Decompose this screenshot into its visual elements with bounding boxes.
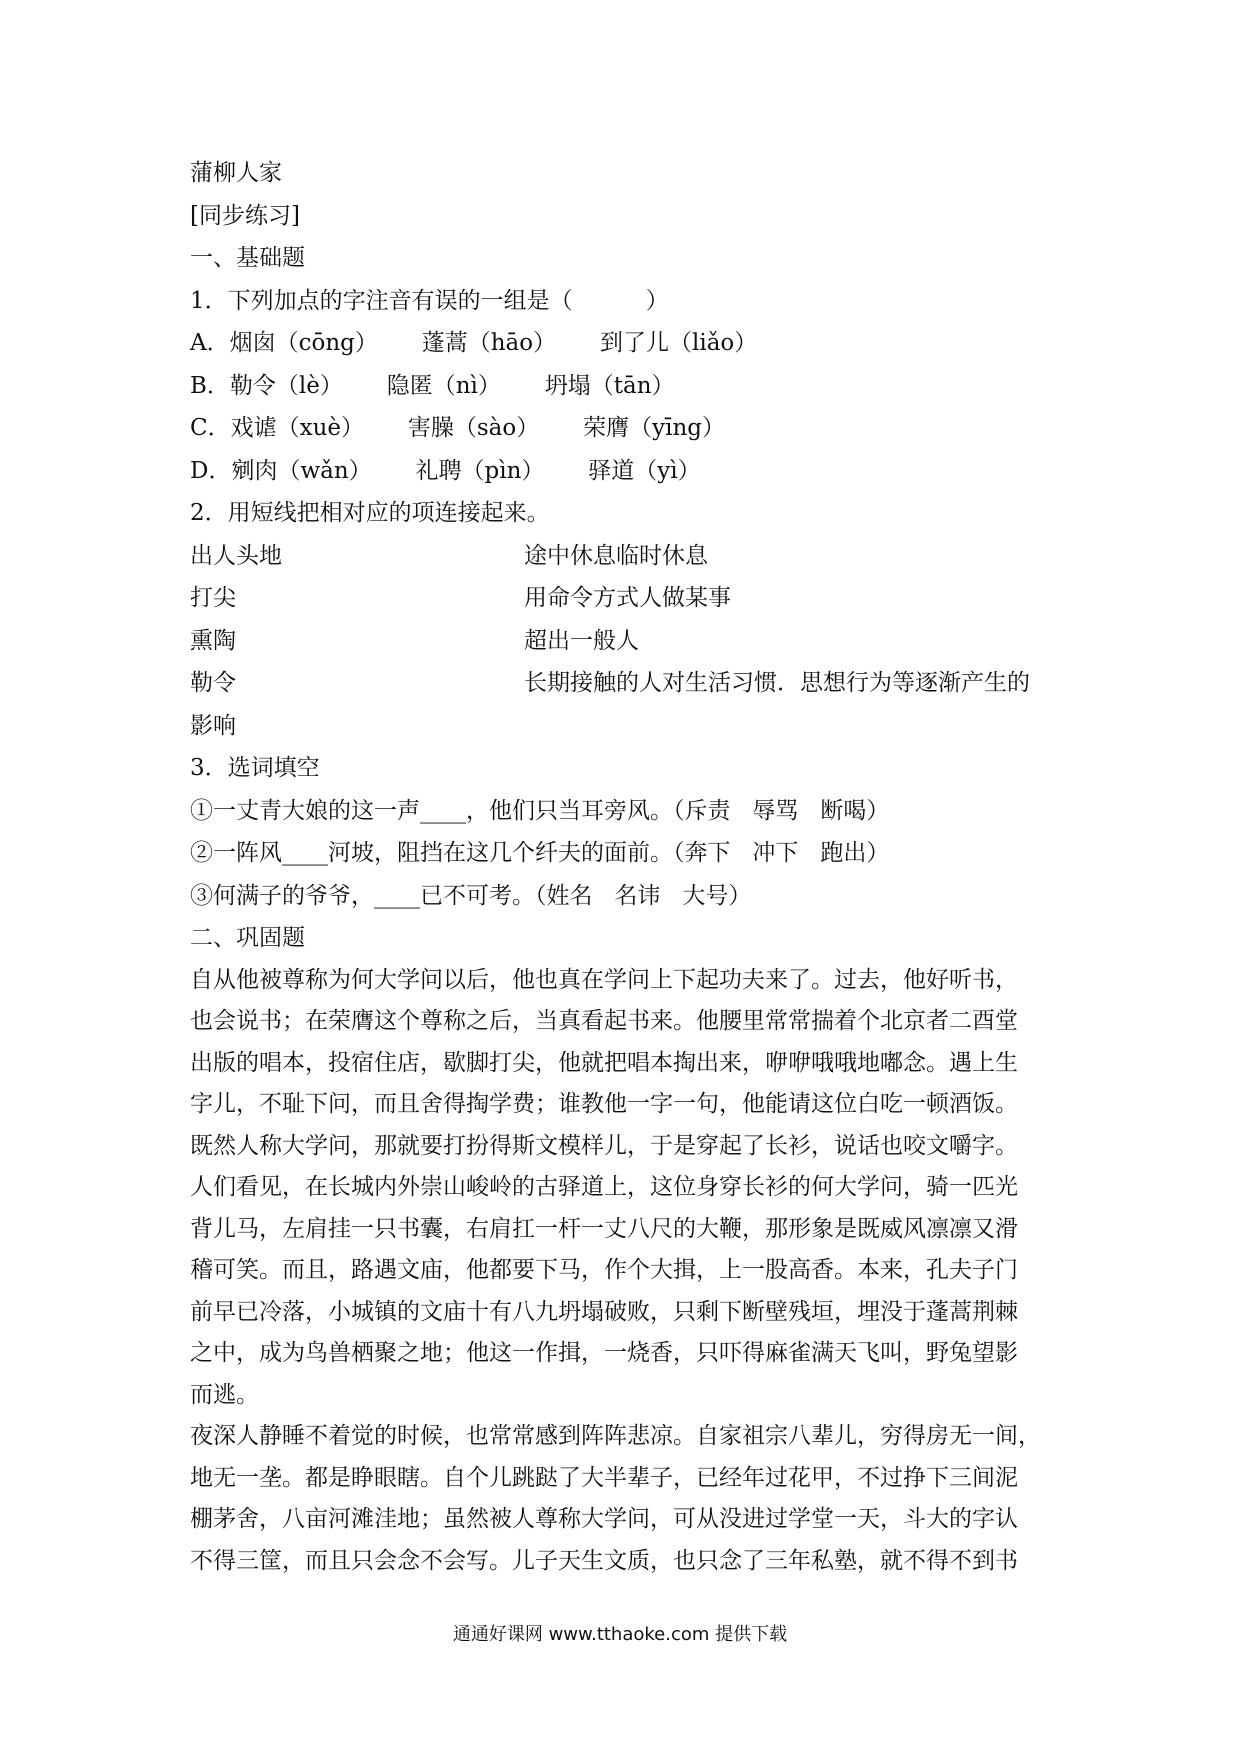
matching-definition: 途中休息临时休息 [524,542,708,569]
passage-line: 前早已冷落，小城镇的文庙十有八九坍塌破败，只剩下断壁残垣，埋没于蓬蒿荆棘 [190,1298,1018,1325]
passage-line: 地无一垄。都是睁眼瞎。自个儿跳跶了大半辈子，已经年过花甲，不过挣下三间泥 [190,1464,1018,1491]
matching-row [190,535,1060,578]
passage-line: 夜深人静睡不着觉的时候，也常常感到阵阵悲凉。自家祖宗八辈儿，穷得房无一间， [190,1423,1041,1449]
passage-line: 背儿马，左肩挂一只书囊，右肩扛一杆一丈八尺的大鞭，那形象是既威风凛凛又滑 [190,1215,1018,1242]
matching-row [190,577,1060,620]
matching-definition: 超出一般人 [524,627,639,654]
section-heading-basic: 一、基础题 [190,245,305,271]
question-1-option-d: D．剜肉（wǎn） 礼聘（pìn） 驿道（yì） [190,457,701,484]
question-1-stem: 1．下列加点的字注音有误的一组是（ ） [190,287,669,314]
question-1-option-a: A．烟囱（cōng） 蓬蒿（hāo） 到了儿（liǎo） [190,330,758,356]
section-heading-consolidation: 二、巩固题 [190,925,305,951]
page-footer: 通通好课网 www.tthaoke.com 提供下载 [452,1624,788,1645]
passage-line: 稽可笑。而且，路遇文庙，他都要下马，作个大揖，上一股高香。本来，孔夫子门 [190,1257,1018,1283]
passage-line: 既然人称大学问，那就要打扮得斯文模样儿，于是穿起了长衫，说话也咬文嚼字。 [190,1132,1018,1159]
matching-row [190,620,1060,663]
passage-line: 出版的唱本，投宿住店，歇脚打尖，他就把唱本掏出来，咿咿哦哦地嘟念。遇上生 [190,1049,1018,1076]
matching-term: 出人头地 [190,542,282,569]
fill-blank-item-1: ①一丈青大娘的这一声____，他们只当耳旁风。（斥责 辱骂 断喝） [190,797,890,824]
matching-definition: 用命令方式人做某事 [524,585,731,611]
matching-row [190,662,1060,705]
question-3-stem: 3．选词填空 [190,755,320,781]
passage-line: 也会说书；在荣膺这个尊称之后，当真看起书来。他腰里常常揣着个北京者二酉堂 [190,1008,1018,1034]
passage-line: 自从他被尊称为何大学问以后，他也真在学问上下起功夫来了。过去，他好听书， [190,966,1018,993]
passage-line: 人们看见，在长城内外崇山峻岭的古驿道上，这位身穿长衫的何大学问，骑一匹光 [190,1174,1018,1200]
passage-line: 棚茅舍，八亩河滩洼地；虽然被人尊称大学问，可从没进过学堂一天，斗大的字认 [190,1506,1018,1532]
matching-term: 打尖 [190,585,236,611]
matching-definition: 长期接触的人对生活习惯．思想行为等逐渐产生的 [524,670,1030,696]
fill-blank-item-3: ③何满子的爷爷，____已不可考。（姓名 名讳 大号） [190,882,752,909]
reading-passage [190,960,1060,1583]
matching-term: 熏陶 [190,627,236,654]
fill-blank-item-2: ②一阵风____河坡，阻挡在这几个纤夫的面前。（奔下 冲下 跑出） [190,840,890,866]
passage-line: 不得三筐，而且只会念不会写。儿子天生文质，也只念了三年私塾，就不得不到书 [190,1547,1018,1574]
document-subtitle: [同步练习] [190,202,300,229]
document-body [190,152,1060,1582]
question-1-option-c: C．戏谑（xuè） 害臊（sào） 荣膺（yīng） [190,415,725,441]
document-title: 蒲柳人家 [190,160,282,186]
passage-line: 之中，成为鸟兽栖聚之地；他这一作揖，一烧香，只吓得麻雀满天飞叫，野兔望影 [190,1340,1018,1366]
matching-overflow-text: 影响 [190,712,236,739]
passage-line: 而逃。 [190,1381,259,1408]
question-1-option-b: B．勒令（lè） 隐匿（nì） 坍塌（tān） [190,372,675,399]
passage-line: 字儿，不耻下问，而且舍得掏学费；谁教他一字一句，他能请这位白吃一顿酒饭。 [190,1091,1018,1117]
matching-term: 勒令 [190,670,236,696]
question-2-stem: 2．用短线把相对应的项连接起来。 [190,500,550,526]
